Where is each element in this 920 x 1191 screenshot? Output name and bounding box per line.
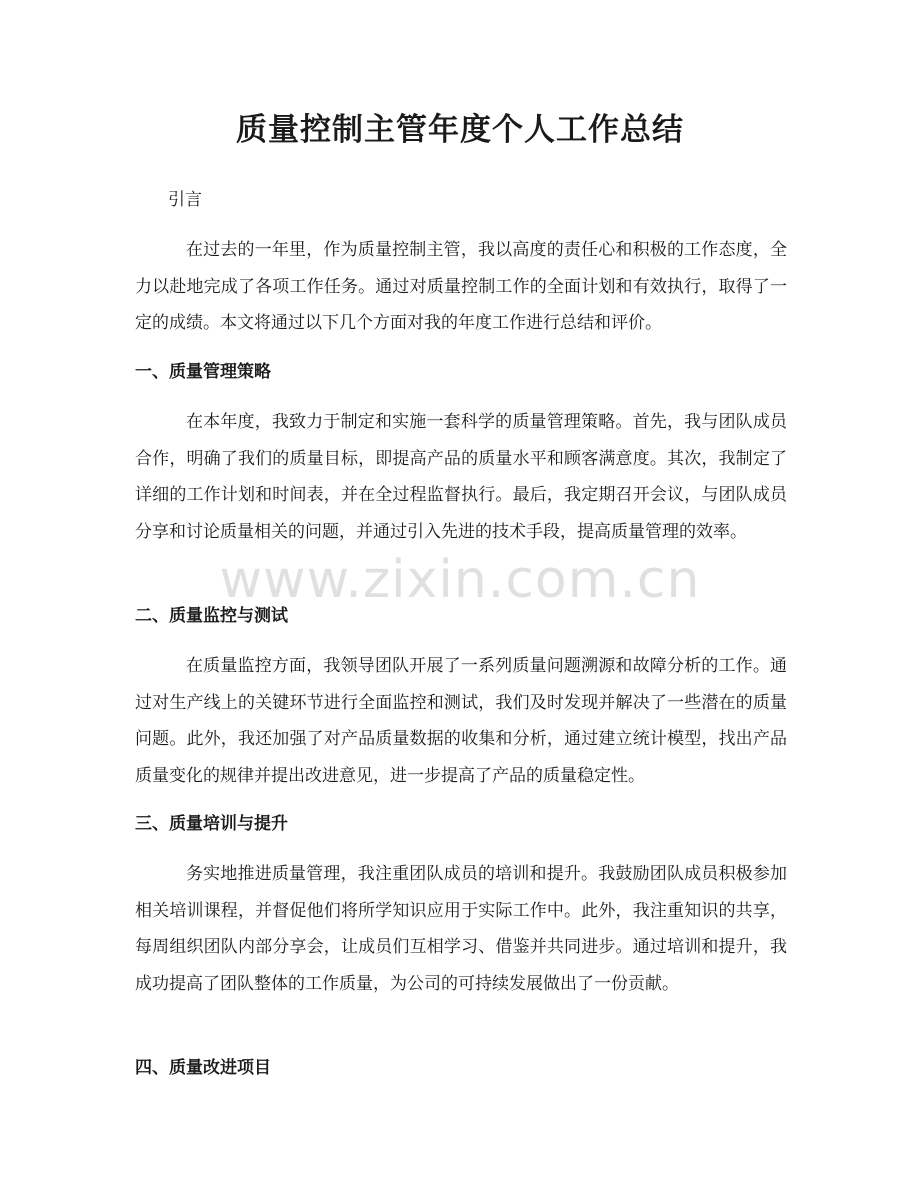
section-heading-1: 一、质量管理策略 — [135, 362, 271, 382]
intro-paragraph: 在过去的一年里，作为质量控制主管，我以高度的责任心和积极的工作态度，全力以赴地完成了各项工作任务。通过对质量控制工作的全面计划和有效执行，取得了一定的成绩。本文将通过以下几个方面对我的年度工作进行总结和评价。 — [135, 240, 787, 333]
section-paragraph-3: 务实地推进质量管理，我注重团队成员的培训和提升。我鼓励团队成员积极参加相关培训课程，并督促他们将所学知识应用于实际工作中。此外，我注重知识的共享，每周组织团队内部分享会，让成员们互相学习、借鉴并共同进步。通过培训和提升，我成功提高了团队整体的工作质量，为公司的可持续发展做出了一份贡献。 — [135, 864, 787, 994]
section-heading-2: 二、质量监控与测试 — [135, 606, 288, 626]
section-heading-4: 四、质量改进项目 — [135, 1058, 271, 1078]
watermark: www.zixin.com.cn — [219, 550, 701, 610]
section-paragraph-2: 在质量监控方面，我领导团队开展了一系列质量问题溯源和故障分析的工作。通过对生产线上的关键环节进行全面监控和测试，我们及时发现并解决了一些潜在的质量问题。此外，我还加强了对产品质量数据的收集和分析，通过建立统计模型，找出产品质量变化的规律并提出改进意见，进一步提高了产品的质量稳定性。 — [135, 656, 787, 786]
intro-label: 引言 — [168, 190, 202, 210]
section-heading-3: 三、质量培训与提升 — [135, 814, 288, 834]
section-paragraph-1: 在本年度，我致力于制定和实施一套科学的质量管理策略。首先，我与团队成员合作，明确了我们的质量目标，即提高产品的质量水平和顾客满意度。其次，我制定了详细的工作计划和时间表，并在全过程监督执行。最后，我定期召开会议，与团队成员分享和讨论质量相关的问题，并通过引入先进的技术手段，提高质量管理的效率。 — [135, 412, 787, 542]
document-title: 质量控制主管年度个人工作总结 — [236, 112, 684, 148]
